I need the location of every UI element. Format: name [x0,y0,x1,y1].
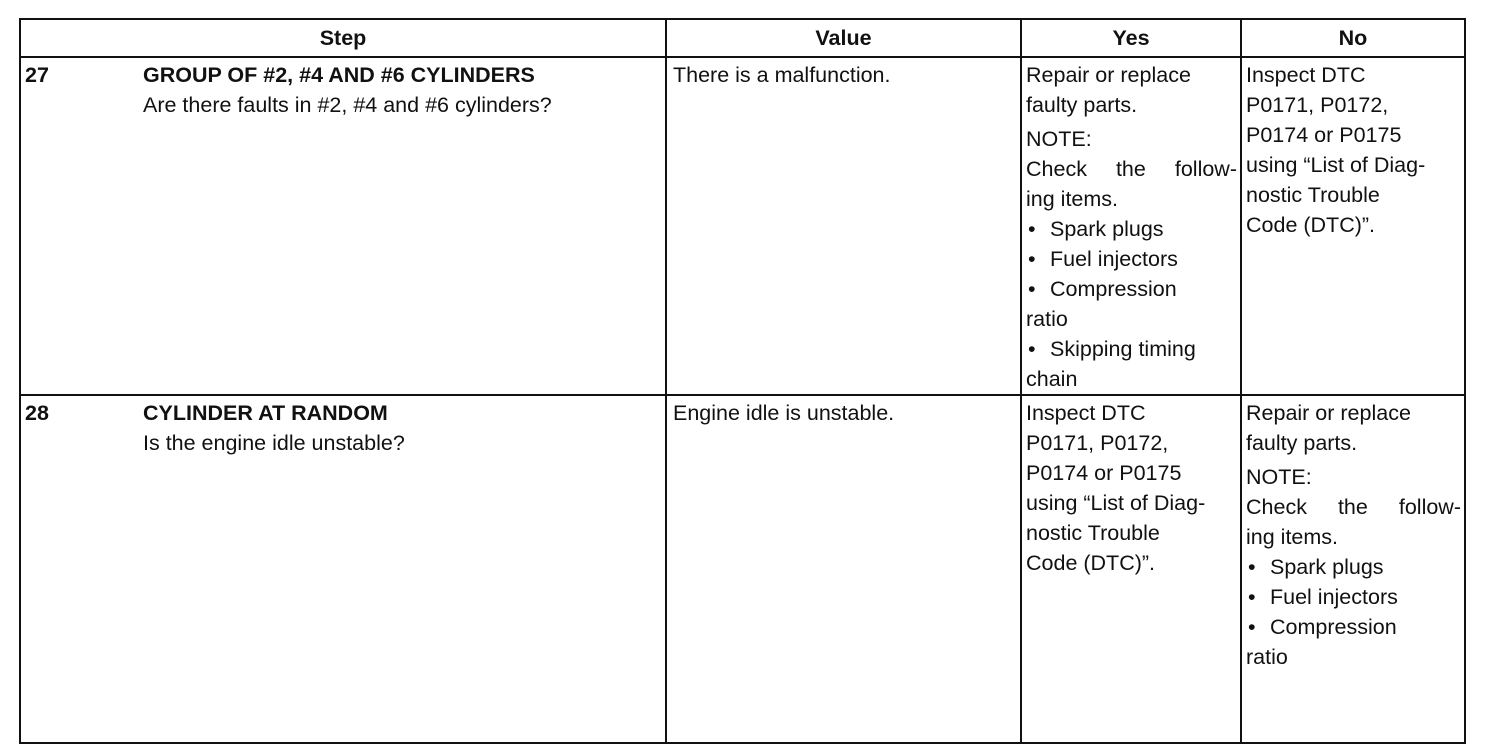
table-row [20,57,1465,395]
yes-text-line: faulty parts. [1026,93,1138,117]
item-text: Fuel injectors [1050,247,1178,271]
value-cell [666,57,1021,395]
list-item [1246,582,1461,612]
no-text-line: faulty parts. [1246,431,1358,455]
note-text-line: ing items. [1246,525,1339,549]
step-title: GROUP OF #2, #4 AND #6 CYLINDERS [143,63,535,87]
note-text-line: Check the follow- [1246,495,1461,519]
list-item [1026,214,1237,244]
bullet-icon: • [1248,555,1256,579]
yes-text-line: using “List of Diag- [1026,491,1206,515]
no-text-line: Code (DTC)”. [1246,213,1376,237]
note-label: NOTE: [1026,127,1092,151]
header-yes: Yes [1021,19,1241,57]
yes-text-line: Inspect DTC [1026,401,1146,425]
no-cell [1241,57,1465,395]
no-text-line: using “List of Diag- [1246,153,1426,177]
step-question: Are there faults in #2, #4 and #6 cylinders? [143,93,552,117]
diagnostic-table [19,18,1466,744]
header-no: No [1241,19,1465,57]
bullet-icon: • [1028,217,1036,241]
yes-cell [1021,57,1241,395]
list-item [1246,552,1461,582]
bullet-icon: • [1028,247,1036,271]
no-text-line: Inspect DTC [1246,63,1366,87]
no-text-line: P0174 or P0175 [1246,123,1402,147]
value-text: There is a malfunction. [673,63,891,87]
item-text: Compression [1270,615,1397,639]
no-cell [1241,395,1465,743]
header-value: Value [666,19,1021,57]
item-text-continued: chain [1026,367,1078,391]
bullet-icon: • [1248,615,1256,639]
list-item [1026,244,1237,274]
header-row [20,19,1465,57]
step-number: 28 [25,401,49,425]
yes-text-line: Code (DTC)”. [1026,551,1156,575]
note-label: NOTE: [1246,465,1312,489]
list-item [1246,612,1461,642]
no-text-line: P0171, P0172, [1246,93,1389,117]
bullet-icon: • [1028,337,1036,361]
check-item-list [1246,552,1461,642]
step-title: CYLINDER AT RANDOM [143,401,388,425]
item-text: Skipping timing [1050,337,1196,361]
note-text-line: ing items. [1026,187,1119,211]
yes-text-line: P0174 or P0175 [1026,461,1182,485]
note-text-line: Check the follow- [1026,157,1237,181]
check-item-list [1026,334,1237,364]
item-text-continued: ratio [1246,645,1288,669]
header-step: Step [20,19,666,57]
item-text-continued: ratio [1026,307,1068,331]
yes-cell [1021,395,1241,743]
no-text-line: Repair or replace [1246,401,1411,425]
list-item [1026,274,1237,304]
check-item-list [1026,214,1237,304]
value-text: Engine idle is unstable. [673,401,895,425]
bullet-icon: • [1028,277,1036,301]
item-text: Compression [1050,277,1177,301]
step-cell [20,57,666,395]
yes-text-line: P0171, P0172, [1026,431,1169,455]
item-text: Fuel injectors [1270,585,1398,609]
yes-text-line: nostic Trouble [1026,521,1160,545]
no-text-line: nostic Trouble [1246,183,1380,207]
item-text: Spark plugs [1050,217,1164,241]
table-row [20,395,1465,743]
bullet-icon: • [1248,585,1256,609]
yes-text-line: Repair or replace [1026,63,1191,87]
step-question: Is the engine idle unstable? [143,431,405,455]
value-cell [666,395,1021,743]
list-item [1026,334,1237,364]
item-text: Spark plugs [1270,555,1384,579]
step-number: 27 [25,63,49,87]
step-cell [20,395,666,743]
